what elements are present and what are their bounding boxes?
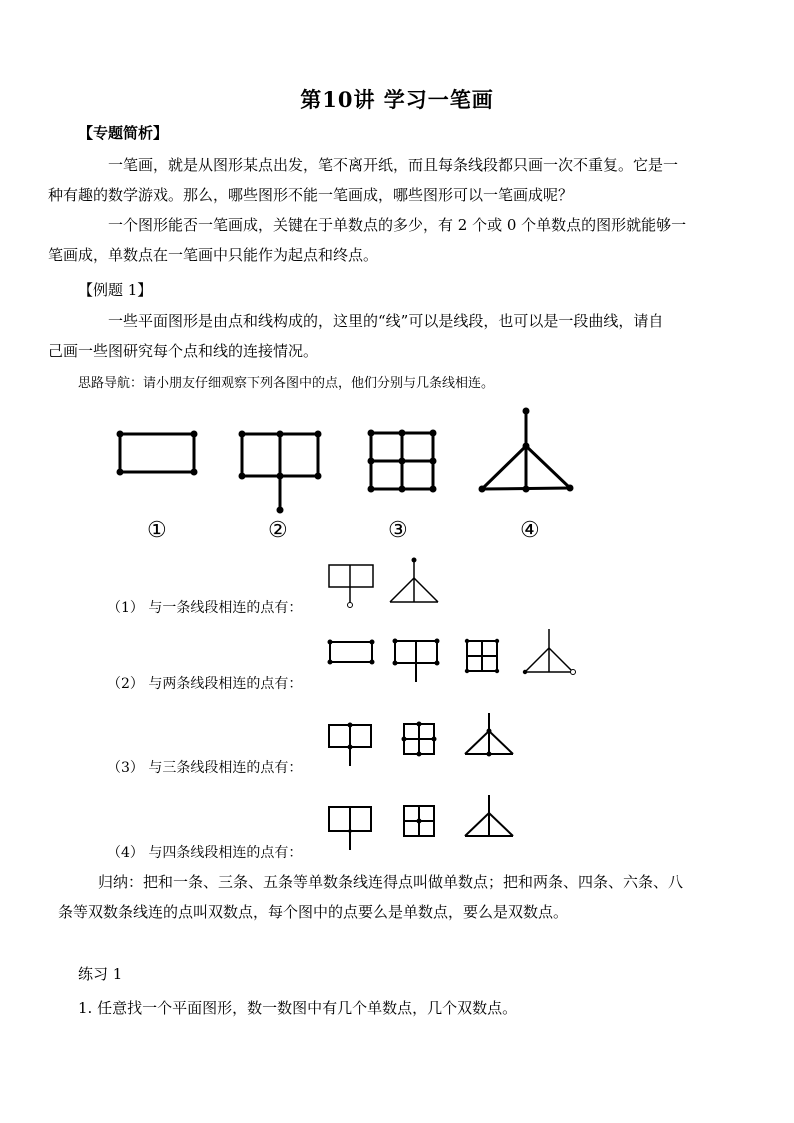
- figure-label-3: ③: [388, 518, 408, 543]
- figure-1-rectangle: [112, 426, 202, 481]
- q1-figure-triangle: [386, 556, 442, 606]
- q3-figure-grid: [400, 720, 438, 758]
- q1-figure-zhong: [326, 562, 376, 612]
- figure-label-4: ④: [520, 518, 540, 543]
- q2-figure-rectangle: [326, 638, 376, 668]
- analysis-paragraph-1: [48, 150, 718, 210]
- q2-figure-grid: [464, 638, 500, 674]
- analysis-paragraph-2: [48, 210, 718, 270]
- question-4: （4） 与四条线段相连的点有：: [107, 845, 303, 861]
- figure-2-zhong-shape: [236, 428, 326, 518]
- figure-label-2: ②: [268, 518, 288, 543]
- figure-label-1: ①: [147, 518, 167, 543]
- figure-4-triangle: [474, 404, 580, 500]
- analysis-p2-line2: 笔画成，单数点在一笔画中只能作为起点和终点。: [48, 246, 379, 264]
- example-line1: 一些平面图形是由点和线构成的，这里的“线”可以是线段，也可以是一段曲线，请自: [108, 312, 664, 330]
- q3-figure-triangle: [461, 710, 519, 758]
- question-1: （1） 与一条线段相连的点有：: [107, 600, 303, 616]
- section-heading-analysis: 【专题简析】: [78, 124, 169, 142]
- example-heading: 【例题 1】: [78, 281, 153, 299]
- practice-heading: 练习 1: [78, 965, 123, 983]
- page-title: 第10讲 学习一笔画: [300, 87, 494, 112]
- hint-text: 思路导航：请小朋友仔细观察下列各图中的点，他们分别与几条线相连。: [78, 376, 495, 391]
- question-2: （2） 与两条线段相连的点有：: [107, 676, 303, 692]
- summary-line1: 归纳：把和一条、三条、五条等单数条线连得点叫做单数点；把和两条、四条、六条、八: [98, 873, 684, 891]
- analysis-p1-line2: 种有趣的数学游戏。那么，哪些图形不能一笔画成，哪些图形可以一笔画成呢？: [48, 186, 574, 204]
- summary-line2: 条等双数条线连的点叫双数点，每个图中的点要么是单数点，要么是双数点。: [58, 903, 569, 921]
- analysis-p2-line1: 一个图形能否一笔画成，关键在于单数点的多少，有 2 个或 0 个单数点的图形就能够一: [108, 216, 687, 234]
- summary-paragraph: [58, 867, 728, 927]
- example-paragraph: [48, 306, 718, 366]
- practice-item-1: 1. 任意找一个平面图形，数一数图中有几个单数点，几个双数点。: [78, 999, 518, 1017]
- q2-figure-zhong: [392, 638, 442, 684]
- question-3: （3） 与三条线段相连的点有：: [107, 760, 303, 776]
- q4-figure-grid: [400, 802, 438, 840]
- figure-3-grid: [366, 428, 438, 494]
- q4-figure-triangle: [461, 792, 519, 840]
- example-line2: 己画一些图研究每个点和线的连接情况。: [48, 342, 319, 360]
- q4-figure-zhong: [326, 804, 376, 854]
- analysis-p1-line1: 一笔画，就是从图形某点出发，笔不离开纸，而且每条线段都只画一次不重复。它是一: [108, 156, 679, 174]
- q3-figure-zhong: [326, 722, 376, 770]
- q2-figure-triangle: [521, 626, 581, 676]
